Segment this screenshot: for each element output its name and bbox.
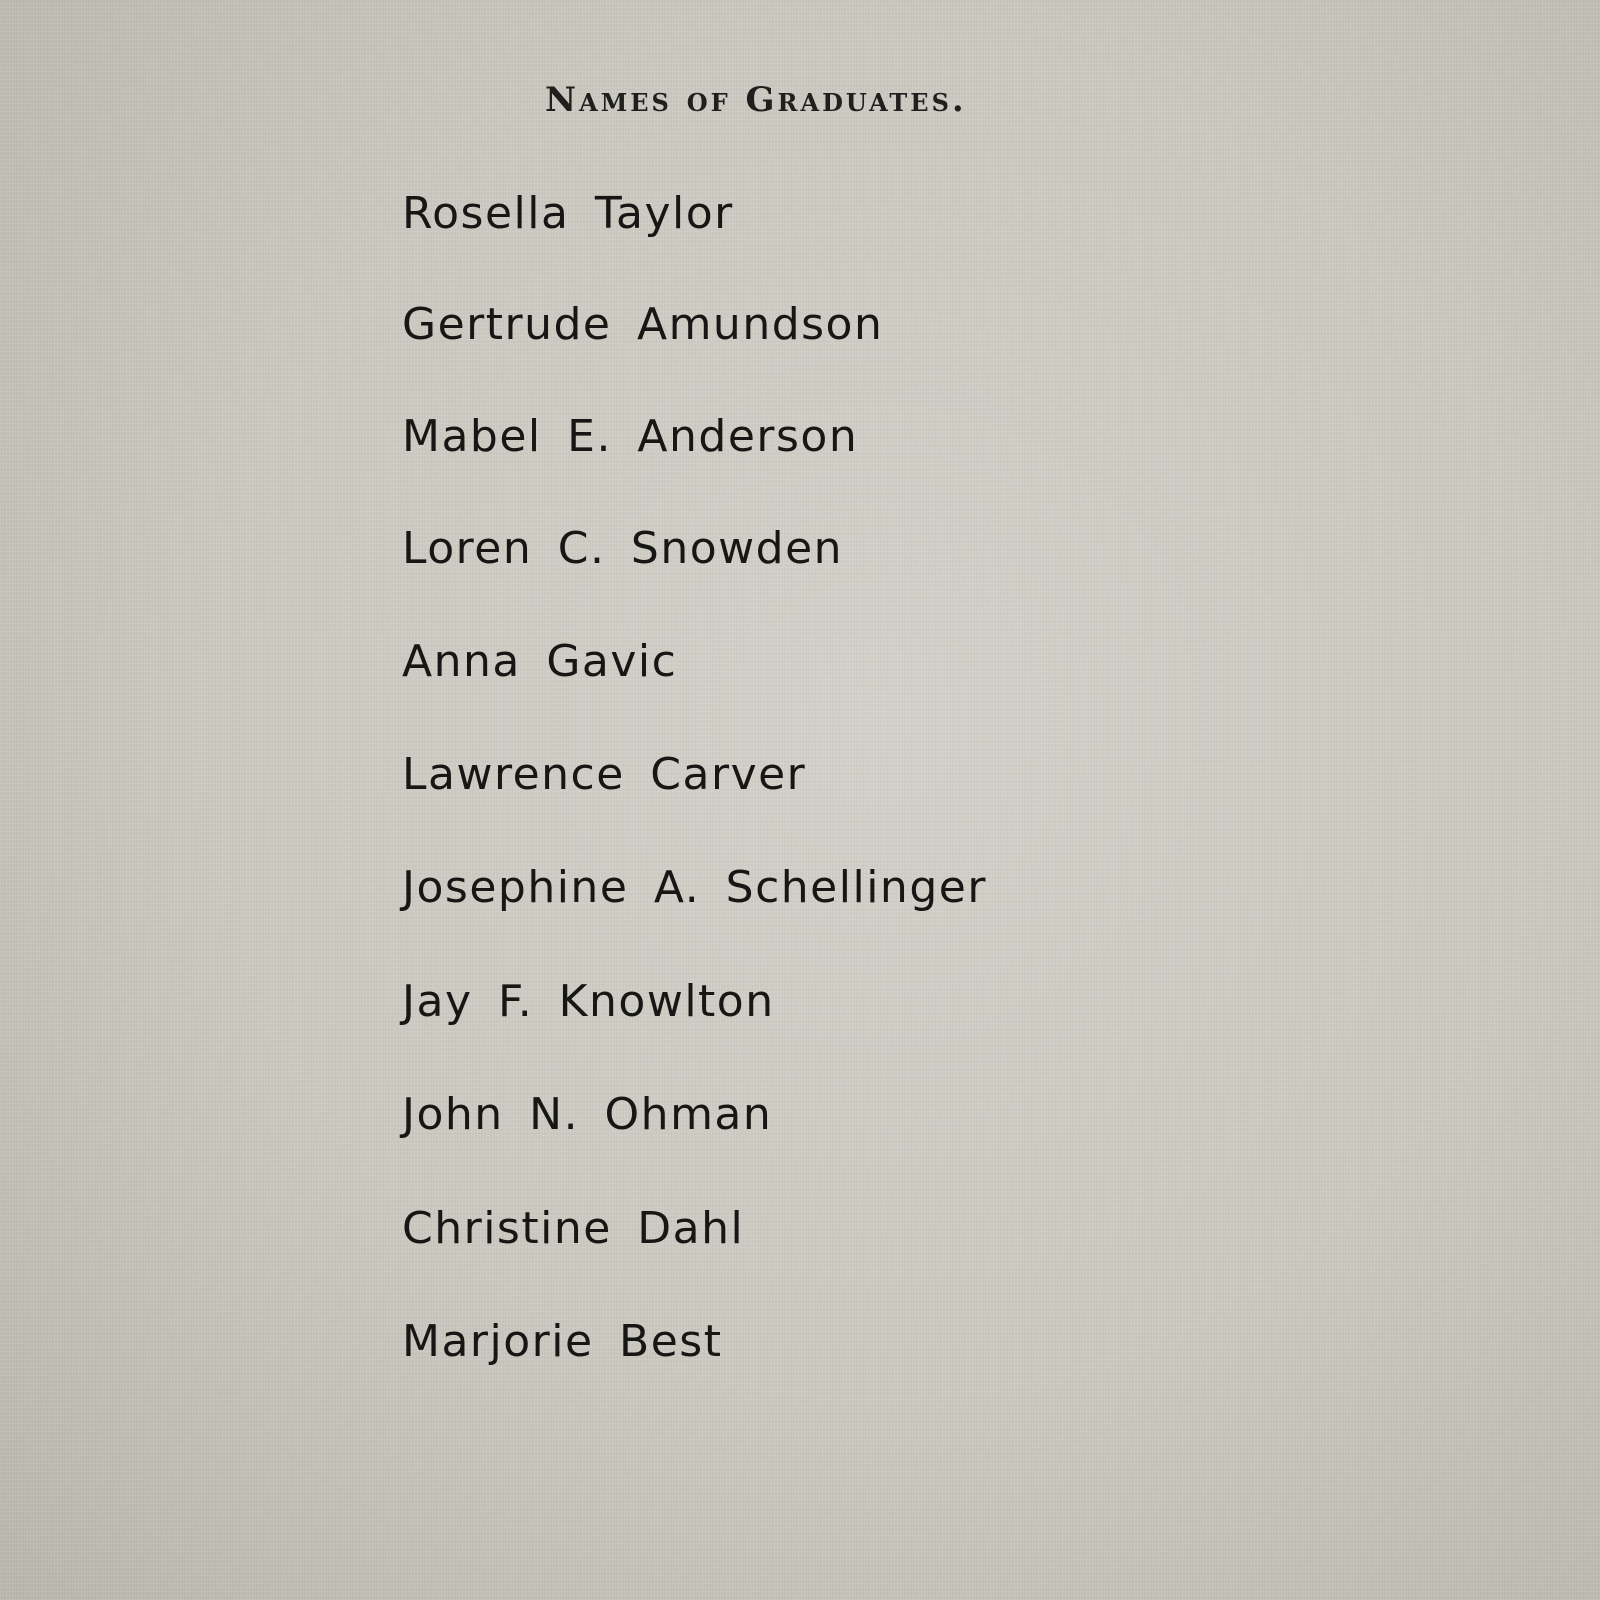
graduate-name: Rosella Taylor bbox=[402, 188, 734, 239]
graduate-name: Mabel E. Anderson bbox=[402, 411, 859, 462]
graduate-name: Marjorie Best bbox=[402, 1316, 723, 1367]
graduate-name: Anna Gavic bbox=[402, 636, 678, 687]
graduate-name: Gertrude Amundson bbox=[402, 299, 884, 350]
graduate-name: Lawrence Carver bbox=[402, 749, 807, 800]
graduate-name: John N. Ohman bbox=[402, 1089, 773, 1140]
graduate-name: Loren C. Snowden bbox=[402, 523, 844, 574]
graduate-name: Jay F. Knowlton bbox=[402, 976, 775, 1027]
graduate-name: Christine Dahl bbox=[402, 1203, 745, 1254]
graduate-name: Josephine A. Schellinger bbox=[402, 862, 987, 913]
page-heading: Names of Graduates. bbox=[545, 80, 967, 120]
